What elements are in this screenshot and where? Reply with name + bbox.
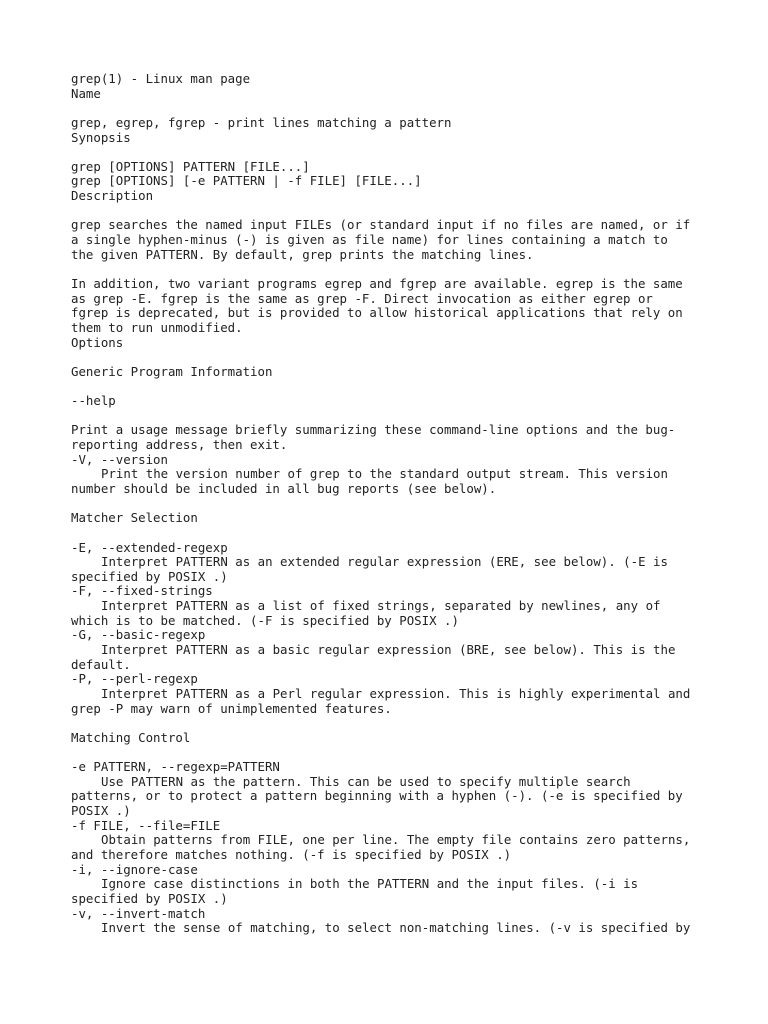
option-flag: -E, --extended-regexp xyxy=(71,539,228,555)
text-line: which is to be matched. (-F is specified by POSIX .) xyxy=(71,612,459,628)
option-description-line: Use PATTERN as the pattern. This can be used to specify multiple search xyxy=(101,773,631,789)
option-description-line: Print the version number of grep to the standard output stream. This version xyxy=(101,466,668,482)
text-line: grep, egrep, fgrep - print lines matching a pattern xyxy=(71,114,452,130)
option-flag: -i, --ignore-case xyxy=(71,861,198,877)
option-description-line: Ignore case distinctions in both the PATTERN and the input files. (-i is xyxy=(101,876,639,892)
option-description-line: Interpret PATTERN as a basic regular expression (BRE, see below). This is the xyxy=(101,641,676,657)
page-title: grep(1) - Linux man page xyxy=(71,71,251,86)
text-line: grep [OPTIONS] PATTERN [FILE...] xyxy=(71,158,310,174)
section-heading: Synopsis xyxy=(71,129,131,145)
text-line: specified by POSIX .) xyxy=(71,568,228,584)
option-flag: -e PATTERN, --regexp=PATTERN xyxy=(71,759,280,775)
text-line: grep [OPTIONS] [-e PATTERN | -f FILE] [FILE...] xyxy=(71,173,422,189)
blank-line xyxy=(71,745,751,760)
blank-line xyxy=(71,350,751,365)
text-line: In addition, two variant programs egrep and fgrep are available. egrep is the same xyxy=(71,275,683,291)
text-line: POSIX .) xyxy=(71,803,131,819)
option-flag: -v, --invert-match xyxy=(71,905,206,921)
text-line: default. xyxy=(71,656,131,672)
text-line: Print a usage message briefly summarizing these command-line options and the bug- xyxy=(71,422,676,438)
blank-line xyxy=(71,101,751,116)
text-line: reporting address, then exit. xyxy=(71,437,288,453)
text-line: a single hyphen-minus (-) is given as file name) for lines containing a match to xyxy=(71,232,668,248)
blank-line xyxy=(71,204,751,219)
blank-line xyxy=(71,526,751,541)
subsection-heading: Matcher Selection xyxy=(71,510,198,526)
option-flag: -F, --fixed-strings xyxy=(71,583,213,599)
option-description-line: Interpret PATTERN as a Perl regular expression. This is highly experimental and xyxy=(101,685,691,701)
man-page-document xyxy=(71,72,751,936)
text-line: fgrep is deprecated, but is provided to allow historical applications that rely on xyxy=(71,305,683,321)
blank-line xyxy=(71,262,751,277)
option-flag: -P, --perl-regexp xyxy=(71,671,198,687)
option-flag: -V, --version xyxy=(71,451,168,467)
option-description-line: Invert the sense of matching, to select non-matching lines. (-v is specified by xyxy=(101,920,691,936)
text-line: as grep -E. fgrep is the same as grep -F. Direct invocation as either egrep or xyxy=(71,290,653,306)
text-line: them to run unmodified. xyxy=(71,319,243,335)
text-line: patterns, or to protect a pattern beginning with a hyphen (-). (-e is specified by xyxy=(71,788,683,804)
option-description-line: Obtain patterns from FILE, one per line. The empty file contains zero patterns, xyxy=(101,832,691,848)
blank-line xyxy=(71,379,751,394)
section-heading: Options xyxy=(71,334,124,350)
option-description-line: Interpret PATTERN as an extended regular expression (ERE, see below). (-E is xyxy=(101,554,668,570)
text-line: specified by POSIX .) xyxy=(71,890,228,906)
blank-line xyxy=(71,145,751,160)
text-line: number should be included in all bug reports (see below). xyxy=(71,480,497,496)
blank-line xyxy=(71,409,751,424)
subsection-heading: Matching Control xyxy=(71,729,191,745)
text-line: grep searches the named input FILEs (or standard input if no files are named, or if xyxy=(71,217,691,233)
blank-line xyxy=(71,716,751,731)
section-heading: Name xyxy=(71,85,101,101)
text-line: and therefore matches nothing. (-f is specified by POSIX .) xyxy=(71,846,512,862)
subsection-heading: Generic Program Information xyxy=(71,363,273,379)
option-flag: -f FILE, --file=FILE xyxy=(71,817,221,833)
blank-line xyxy=(71,497,751,512)
section-heading: Description xyxy=(71,188,154,204)
text-line: grep -P may warn of unimplemented features. xyxy=(71,700,392,716)
option-flag: -G, --basic-regexp xyxy=(71,627,206,643)
option-description-line: Interpret PATTERN as a list of fixed strings, separated by newlines, any of xyxy=(101,598,661,614)
option-flag: --help xyxy=(71,393,116,409)
text-line: the given PATTERN. By default, grep prints the matching lines. xyxy=(71,246,534,262)
